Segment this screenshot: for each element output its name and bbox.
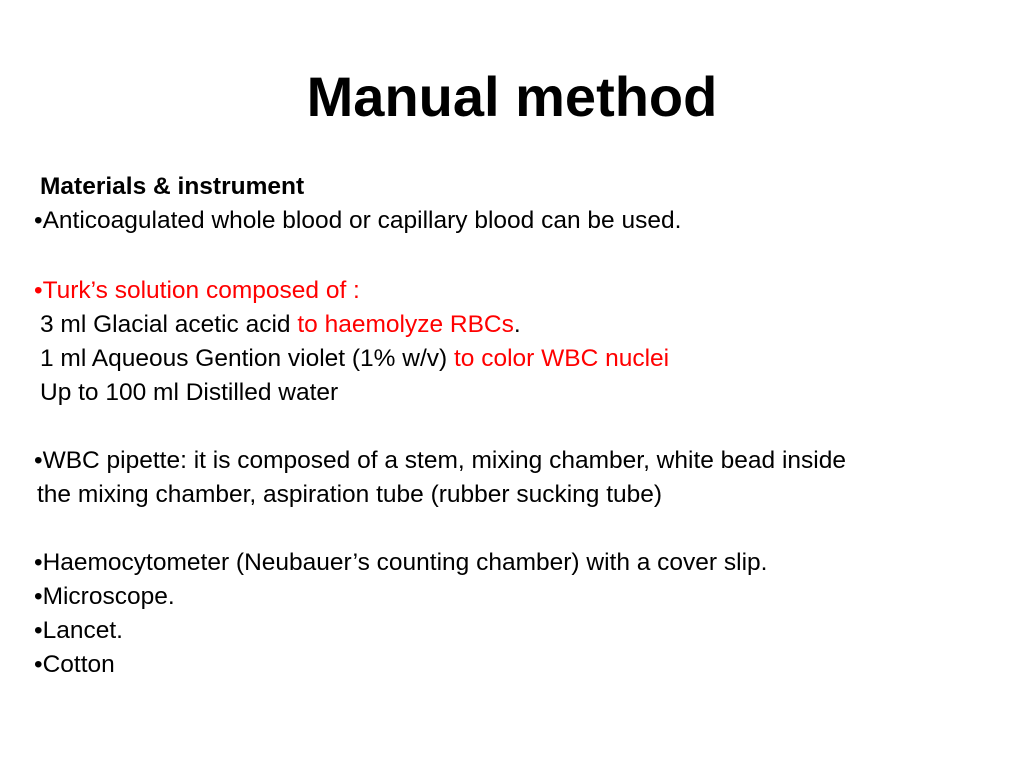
wbc-pipette-item-line2: the mixing chamber, aspiration tube (rubber sucking tube): [37, 481, 663, 508]
slide-title: Manual method: [306, 65, 718, 128]
acetic-acid-line: [40, 310, 521, 340]
gentian-violet-purpose: to color WBC nuclei: [453, 345, 670, 372]
haemocytometer-item: •Haemocytometer (Neubauer’s counting chamber) with a cover slip.: [34, 549, 768, 576]
turk-solution-heading: •Turk’s solution composed of :: [34, 277, 360, 304]
acetic-acid-text: 3 ml Glacial acetic acid: [40, 311, 298, 338]
anticoagulated-blood-item: •Anticoagulated whole blood or capillary blood can be used.: [34, 207, 682, 234]
microscope-item: •Microscope.: [34, 583, 175, 610]
cotton-item: •Cotton: [34, 651, 115, 678]
materials-heading: Materials & instrument: [40, 173, 305, 200]
gentian-violet-text: 1 ml Aqueous Gention violet (1% w/v): [40, 345, 454, 372]
wbc-pipette-item-line1: •WBC pipette: it is composed of a stem, mixing chamber, white bead inside: [34, 447, 847, 474]
acetic-acid-purpose: to haemolyze RBCs: [297, 311, 514, 338]
gentian-violet-line: [40, 344, 669, 374]
distilled-water-line: Up to 100 ml Distilled water: [40, 379, 339, 406]
acetic-acid-end: .: [513, 311, 521, 338]
lancet-item: •Lancet.: [34, 617, 123, 644]
